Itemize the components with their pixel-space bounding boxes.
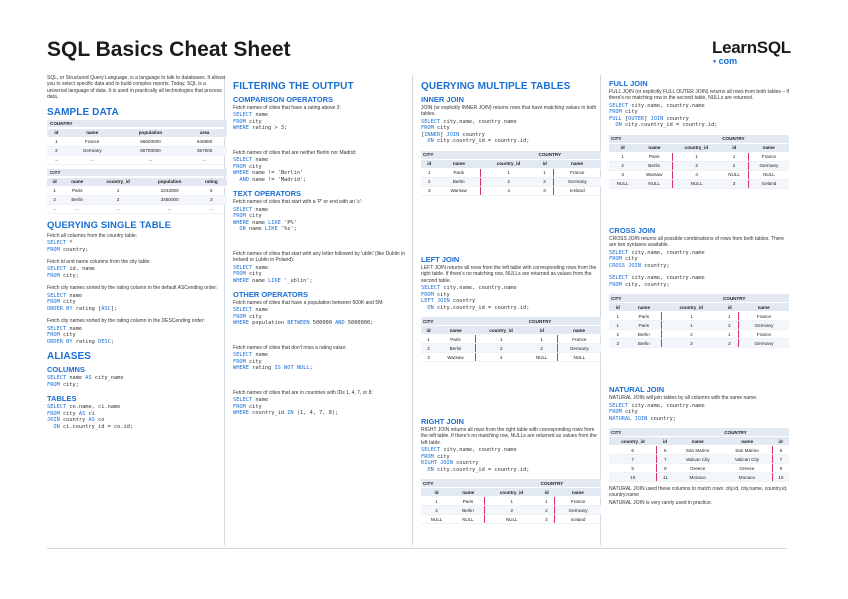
column-1 <box>47 75 227 436</box>
table-cell: Paris <box>438 168 481 177</box>
filter-desc-1: Fetch names of cities that have a rating above 3: <box>233 105 341 111</box>
table-cell: 2243000 <box>144 186 196 195</box>
table-row <box>609 179 789 188</box>
column-2 <box>233 75 413 423</box>
sample-data-heading: SAMPLE DATA <box>47 106 119 118</box>
aliases-columns-heading: COLUMNS <box>47 365 85 375</box>
inner-join-heading: INNER JOIN <box>421 95 464 104</box>
table-cell: 4 <box>480 186 536 195</box>
table-row <box>609 464 789 473</box>
table-cell: Iceland <box>555 515 601 524</box>
table-cell: 2 <box>721 339 738 348</box>
cross-join-code-1: SELECT city.name, country.name FROM city CROSS JOIN country; <box>609 249 705 269</box>
table-cell: NULL <box>636 179 672 188</box>
natural-join-code: SELECT city.name, country.name FROM city NATURAL JOIN country; <box>609 402 705 422</box>
table-row <box>609 152 789 161</box>
single-desc-3: Fetch city names sorted by the rating column in the default ASCending order: <box>47 285 218 292</box>
table-cell: 1 <box>527 335 557 344</box>
table-row <box>421 335 601 344</box>
table-cell: 1 <box>537 168 554 177</box>
table-cell: 7 <box>772 455 789 464</box>
other-operators-heading: OTHER OPERATORS <box>233 290 309 300</box>
column-header: id <box>772 437 789 446</box>
country-group-label: COUNTRY <box>527 317 601 326</box>
table-cell: 1 <box>609 321 626 330</box>
column-header: name <box>738 303 789 312</box>
table-cell: 2 <box>609 330 626 339</box>
table-cell: 1 <box>47 186 62 195</box>
filter-code-6: SELECT name FROM city WHERE rating IS NOT NULL; <box>233 352 313 372</box>
column-header: id <box>421 326 436 335</box>
table-row <box>421 353 601 362</box>
single-code-4: SELECT name FROM city ORDER BY rating DESC; <box>47 325 114 345</box>
table-row <box>47 155 227 164</box>
table-cell: 2 <box>527 344 557 353</box>
cross-join-table <box>609 294 789 348</box>
table-row <box>609 446 789 455</box>
table-cell: 9 <box>772 464 789 473</box>
table-cell: France <box>738 330 789 339</box>
table-row <box>47 204 227 213</box>
page-title: SQL Basics Cheat Sheet <box>47 38 291 61</box>
single-code-3: SELECT name FROM city ORDER BY rating [ASC]; <box>47 292 118 312</box>
table-cell: Berlin <box>626 339 661 348</box>
table-cell: 7 <box>657 455 673 464</box>
table-cell: ... <box>62 204 92 213</box>
column-header: area <box>182 129 227 138</box>
table-cell: NULL <box>673 179 721 188</box>
table-cell: NULL <box>748 170 789 179</box>
logo-sub: • com <box>713 56 738 66</box>
city-table-label: CITY <box>47 169 227 176</box>
aliases-heading: ALIASES <box>47 351 92 363</box>
table-cell: Greece <box>722 464 772 473</box>
table-cell: Germany <box>738 339 789 348</box>
table-cell: NULL <box>421 515 452 524</box>
column-header: id <box>47 178 62 187</box>
table-cell: 3 <box>195 195 227 204</box>
column-header: name <box>436 326 475 335</box>
table-cell: 10 <box>609 473 657 482</box>
table-cell: Paris <box>626 312 661 321</box>
table-cell: 6 <box>657 446 673 455</box>
filter-code-2: SELECT name FROM city WHERE name != 'Berlin' AND name != 'Madrid'; <box>233 157 307 183</box>
table-row <box>609 473 789 482</box>
country-group-label: COUNTRY <box>722 428 789 437</box>
table-row <box>47 146 227 155</box>
table-cell: Berlin <box>436 344 475 353</box>
column-header: id <box>539 488 555 497</box>
intro-text: SQL, or Structured Query Language, is a language to talk to databases. It allows you to select specific data and to build complex reports. Today, SQL is a universal language of data. It is used in practically all technologies that process data. <box>47 75 226 101</box>
inner-join-table <box>421 151 601 196</box>
natural-join-table <box>609 428 789 482</box>
column-header: country_id <box>475 326 526 335</box>
column-header: country_id <box>662 303 721 312</box>
left-join-heading: LEFT JOIN <box>421 254 460 264</box>
table-cell: ... <box>195 204 227 213</box>
column-header: name <box>66 129 119 138</box>
table-cell: 2 <box>609 161 636 170</box>
table-row <box>47 195 227 204</box>
table-cell: Germany <box>555 506 601 515</box>
table-cell: 2 <box>673 161 721 170</box>
cross-join-desc: CROSS JOIN returns all possible combinations of rows from both tables. There are two syntaxes available. <box>609 235 784 249</box>
table-cell: France <box>738 312 789 321</box>
table-cell: San Marino <box>673 446 722 455</box>
table-cell: 3 <box>421 186 438 195</box>
table-cell: San Marino <box>722 446 772 455</box>
table-cell: ... <box>92 204 144 213</box>
table-cell: Paris <box>452 497 484 506</box>
column-header: id <box>657 437 673 446</box>
table-cell: 2 <box>421 506 452 515</box>
table-row <box>421 515 601 524</box>
table-cell: Warsaw <box>636 170 672 179</box>
table-cell: 1 <box>484 497 538 506</box>
table-cell: Monaco <box>722 473 772 482</box>
table-cell: ... <box>66 155 119 164</box>
city-group-label: CITY <box>609 428 722 437</box>
table-row <box>421 506 601 515</box>
column-header: name <box>673 437 722 446</box>
inner-join-code: SELECT city.name, country.name FROM city [INNER] JOIN country ON city.country_id = country.id; <box>421 118 530 145</box>
table-cell: 1 <box>721 312 738 321</box>
column-header: id <box>421 159 438 168</box>
table-cell: 1 <box>47 137 66 146</box>
table-cell: 1 <box>609 152 636 161</box>
table-cell: 3 <box>609 170 636 179</box>
filter-code-1: SELECT name FROM city WHERE rating > 3; <box>233 112 288 132</box>
table-cell: 1 <box>662 321 721 330</box>
table-cell: France <box>66 137 119 146</box>
column-header: name <box>557 326 601 335</box>
table-cell: 2 <box>475 344 526 353</box>
single-table-heading: QUERYING SINGLE TABLE <box>47 219 172 231</box>
column-header: id <box>47 129 66 138</box>
right-join-heading: RIGHT JOIN <box>421 417 464 427</box>
table-cell: NULL <box>609 179 636 188</box>
right-join-code: SELECT city.name, country.name FROM city RIGHT JOIN country ON city.country_id = country.id; <box>421 447 530 473</box>
table-cell: Greece <box>673 464 722 473</box>
full-join-table <box>609 135 789 189</box>
table-cell: Vatican City <box>673 455 722 464</box>
table-cell: 1 <box>421 168 438 177</box>
full-join-heading: FULL JOIN <box>609 79 648 88</box>
natural-join-note-1: NATURAL JOIN used these columns to match rows: city.id, city.name, country.id, country.name <box>609 486 788 499</box>
table-row <box>609 161 789 170</box>
country-sample-table <box>47 129 227 165</box>
table-cell: 2 <box>484 506 538 515</box>
column-header: population <box>144 178 196 187</box>
natural-join-heading: NATURAL JOIN <box>609 385 665 395</box>
filter-desc-6: Fetch names of cities that don't miss a rating value: <box>233 344 347 351</box>
table-row <box>421 168 601 177</box>
single-desc-1: Fetch all columns from the country table: <box>47 232 138 239</box>
full-join-code: SELECT city.name, country.name FROM city FULL [OUTER] JOIN country ON city.country_id = country.id; <box>609 102 718 129</box>
country-group-label: COUNTRY <box>720 135 789 144</box>
table-cell: 1 <box>421 497 452 506</box>
column-header: country_id <box>673 143 721 152</box>
table-cell: France <box>553 168 601 177</box>
table-cell: 3 <box>421 353 436 362</box>
column-header: name <box>722 437 772 446</box>
table-cell: 1 <box>539 497 555 506</box>
column-header: id <box>537 159 554 168</box>
comparison-heading: COMPARISON OPERATORS <box>233 95 334 104</box>
table-cell: Berlin <box>636 161 672 170</box>
filter-desc-3: Fetch names of cities that start with a 'P' or end with an 's': <box>233 199 363 206</box>
table-cell: 1 <box>673 152 721 161</box>
table-cell: 66600000 <box>119 137 183 146</box>
table-cell: Germany <box>66 146 119 155</box>
table-cell: 2 <box>480 177 536 186</box>
footer-divider <box>47 548 787 549</box>
cross-join-code-2: SELECT city.name, country.name FROM city, country; <box>609 275 705 288</box>
table-row <box>421 344 601 353</box>
table-cell: Paris <box>62 186 92 195</box>
table-cell: 7 <box>609 455 657 464</box>
table-cell: 2 <box>421 177 438 186</box>
city-sample-table <box>47 178 227 214</box>
table-cell: 2 <box>720 161 748 170</box>
table-cell: 640680 <box>182 137 227 146</box>
filter-desc-2: Fetch names of cities that are neither Berlin nor Madrid: <box>233 149 357 156</box>
table-cell: 2 <box>539 506 555 515</box>
table-cell: Vatican City <box>722 455 772 464</box>
city-group-label: CITY <box>609 294 721 303</box>
table-cell: Iceland <box>553 186 601 195</box>
column-header: country_id <box>92 178 144 187</box>
logo-main: LearnSQL <box>712 38 791 57</box>
column-header: country_id <box>480 159 536 168</box>
table-row <box>609 312 789 321</box>
right-join-table <box>421 479 601 524</box>
column-header: id <box>421 488 452 497</box>
column-header: name <box>636 143 672 152</box>
table-cell: 3 <box>539 515 555 524</box>
column-header: country_id <box>484 488 538 497</box>
table-row <box>421 497 601 506</box>
table-cell: Paris <box>626 321 661 330</box>
table-cell: Berlin <box>438 177 481 186</box>
column-header: name <box>748 143 789 152</box>
natural-join-desc: NATURAL JOIN will join tables by all columns with the same name. <box>609 395 758 402</box>
table-cell: 2 <box>92 195 144 204</box>
table-cell: France <box>748 152 789 161</box>
filter-desc-7: Fetch names of cities that are in countries with IDs 1, 4, 7, or 8: <box>233 389 373 396</box>
column-3 <box>421 75 601 528</box>
column-header: name <box>626 303 661 312</box>
table-cell: NULL <box>527 353 557 362</box>
column-header: id <box>527 326 557 335</box>
aliases-code-1: SELECT name AS city_name FROM city; <box>47 375 124 388</box>
table-cell: 5 <box>609 464 657 473</box>
inner-join-desc: JOIN (or explicitly INNER JOIN) returns rows that have matching values in both tables. <box>421 105 597 118</box>
filter-code-7: SELECT name FROM city WHERE country_id IN (1, 4, 7, 8); <box>233 397 339 417</box>
table-cell: NULL <box>720 170 748 179</box>
table-cell: France <box>557 335 601 344</box>
table-row <box>421 177 601 186</box>
table-cell: 80700000 <box>119 146 183 155</box>
table-cell: ... <box>47 204 62 213</box>
full-join-desc: FULL JOIN (or explicitly FULL OUTER JOIN) returns all rows from both tables – if there's no matching row in the second table, NULLs are returned. <box>609 89 789 102</box>
city-group-label: CITY <box>421 151 537 160</box>
table-cell: 1 <box>480 168 536 177</box>
left-join-code: SELECT city.name, country.name FROM city LEFT JOIN country ON city.country_id = country.id; <box>421 285 530 311</box>
table-cell: 3 <box>720 179 748 188</box>
table-cell: 2 <box>662 339 721 348</box>
text-operators-heading: TEXT OPERATORS <box>233 189 302 199</box>
table-cell: NULL <box>484 515 538 524</box>
city-group-label: CITY <box>421 479 539 488</box>
column-header: country_id <box>609 437 657 446</box>
table-row <box>609 170 789 179</box>
single-code-1: SELECT * FROM country; <box>47 240 89 253</box>
table-cell: 357000 <box>182 146 227 155</box>
table-cell: Paris <box>436 335 475 344</box>
table-cell: France <box>555 497 601 506</box>
table-cell: 3 <box>537 186 554 195</box>
table-cell: ... <box>47 155 66 164</box>
table-cell: 4 <box>475 353 526 362</box>
country-group-label: COUNTRY <box>537 151 601 160</box>
city-group-label: CITY <box>609 135 720 144</box>
table-row <box>609 330 789 339</box>
aliases-code-2: SELECT co.name, ci.name FROM city AS ci JOIN country AS co ON ci.country_id = co.id; <box>47 404 134 430</box>
table-cell: Germany <box>557 344 601 353</box>
table-cell: 10 <box>772 473 789 482</box>
table-row <box>47 137 227 146</box>
table-cell: Paris <box>636 152 672 161</box>
multi-table-heading: QUERYING MULTIPLE TABLES <box>421 81 571 92</box>
country-group-label: COUNTRY <box>539 479 601 488</box>
right-join-desc: RIGHT JOIN returns all rows from the right table with corresponding rows from the left table. If there's no matching row, NULLs are returned as values from the left table. <box>421 427 597 446</box>
table-row <box>609 339 789 348</box>
column-header: name <box>438 159 481 168</box>
column-4 <box>609 75 789 507</box>
table-cell: 3460000 <box>144 195 196 204</box>
filter-code-3: SELECT name FROM city WHERE name LIKE 'P%' OR name LIKE '%s'; <box>233 206 297 233</box>
column-header: population <box>119 129 183 138</box>
table-cell: Germany <box>748 161 789 170</box>
table-cell: 1 <box>720 152 748 161</box>
single-code-2: SELECT id, name FROM city; <box>47 266 95 279</box>
table-cell: 1 <box>721 330 738 339</box>
table-cell: Berlin <box>452 506 484 515</box>
table-cell: 2 <box>537 177 554 186</box>
column-header: id <box>609 143 636 152</box>
table-cell: 5 <box>195 186 227 195</box>
natural-join-note-2: NATURAL JOIN is very rarely used in practice. <box>609 499 713 506</box>
table-cell: NULL <box>452 515 484 524</box>
column-header: rating <box>195 178 227 187</box>
table-cell: 2 <box>721 321 738 330</box>
table-row <box>609 455 789 464</box>
table-cell: Germany <box>738 321 789 330</box>
table-cell: ... <box>119 155 183 164</box>
aliases-tables-heading: TABLES <box>47 394 77 404</box>
table-cell: 11 <box>657 473 673 482</box>
table-cell: 2 <box>47 146 66 155</box>
filter-heading: FILTERING THE OUTPUT <box>233 81 354 92</box>
column-header: name <box>553 159 601 168</box>
table-row <box>609 321 789 330</box>
country-group-label: COUNTRY <box>721 294 789 303</box>
table-cell: 1 <box>421 335 436 344</box>
table-cell: 1 <box>609 312 626 321</box>
table-cell: Iceland <box>748 179 789 188</box>
column-header: name <box>555 488 601 497</box>
table-row <box>421 186 601 195</box>
cross-join-heading: CROSS JOIN <box>609 225 656 235</box>
single-desc-2: Fetch id and name columns from the city table: <box>47 259 151 266</box>
table-cell: 1 <box>475 335 526 344</box>
column-header: name <box>62 178 92 187</box>
table-cell: Warsaw <box>436 353 475 362</box>
table-cell: 2 <box>662 330 721 339</box>
table-cell: 6 <box>609 446 657 455</box>
table-cell: Warsaw <box>438 186 481 195</box>
table-cell: 2 <box>609 339 626 348</box>
filter-desc-4: Fetch names of cities that start with any letter followed by 'ublin' (like Dublin in Ireland or Lublin in Poland): <box>233 250 405 264</box>
city-group-label: CITY <box>421 317 527 326</box>
filter-desc-5: Fetch names of cities that have a population between 500K and 5M: <box>233 300 384 307</box>
column-header: id <box>721 303 738 312</box>
table-cell: NULL <box>557 353 601 362</box>
table-cell: 1 <box>662 312 721 321</box>
filter-code-4: SELECT name FROM city WHERE name LIKE '_ublin'; <box>233 264 313 284</box>
country-table-label: COUNTRY <box>47 120 227 127</box>
table-cell: ... <box>182 155 227 164</box>
filter-code-5: SELECT name FROM city WHERE population BETWEEN 500000 AND 5000000; <box>233 307 374 327</box>
table-cell: Berlin <box>62 195 92 204</box>
table-cell: Berlin <box>626 330 661 339</box>
table-cell: 2 <box>47 195 62 204</box>
table-cell: Germany <box>553 177 601 186</box>
table-cell: 2 <box>421 344 436 353</box>
table-cell: 9 <box>657 464 673 473</box>
left-join-table <box>421 317 601 362</box>
table-row <box>47 186 227 195</box>
left-join-desc: LEFT JOIN returns all rows from the left table with corresponding rows from the right table. If there's no matching row, NULLs are returned as values from the second table. <box>421 264 597 284</box>
learnsql-logo <box>712 38 791 66</box>
table-cell: Monaco <box>673 473 722 482</box>
column-header: name <box>452 488 484 497</box>
table-cell: 4 <box>673 170 721 179</box>
single-desc-4: Fetch city names sorted by the rating column in the DESCending order: <box>47 318 205 325</box>
table-cell: 1 <box>92 186 144 195</box>
table-cell: 6 <box>772 446 789 455</box>
column-header: id <box>720 143 748 152</box>
table-cell: ... <box>144 204 196 213</box>
column-header: id <box>609 303 626 312</box>
